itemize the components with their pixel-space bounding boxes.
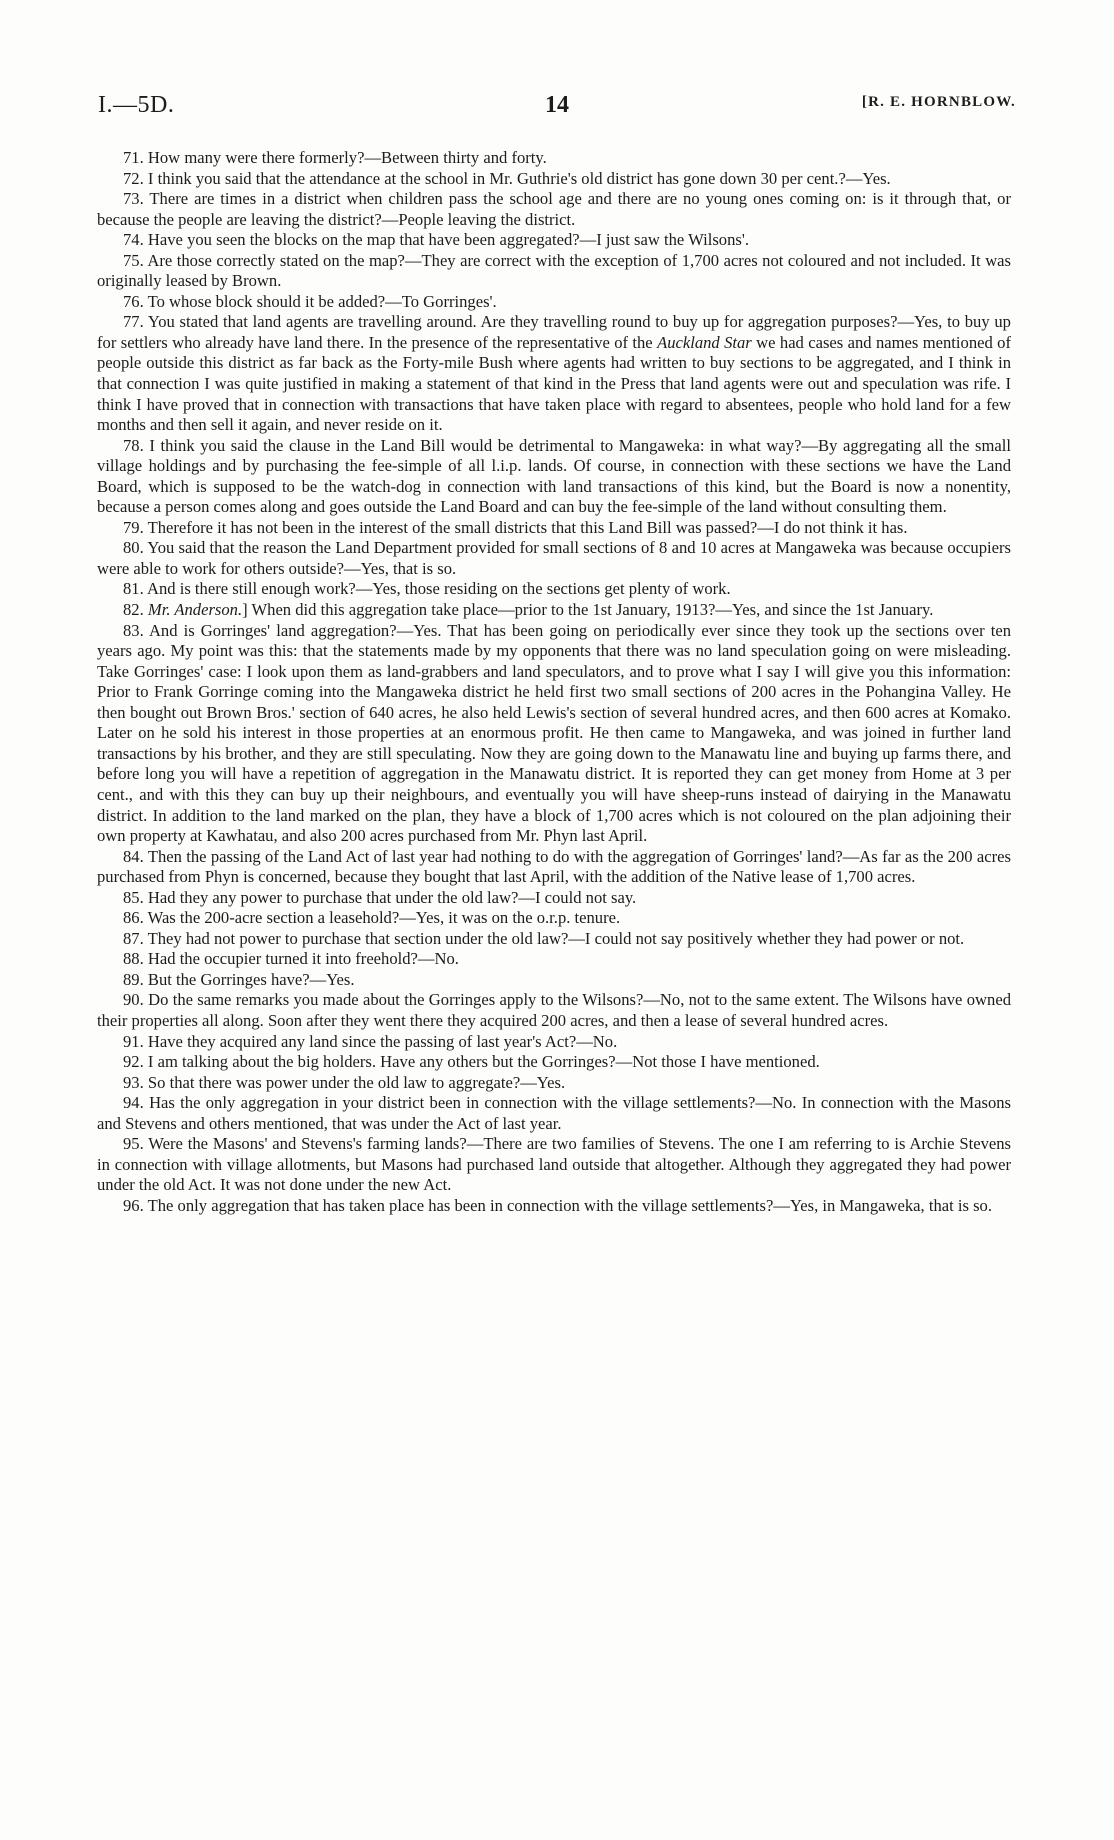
paragraph-76 <box>97 292 1011 313</box>
evidence-text <box>97 148 1011 1216</box>
paragraph-96 <box>97 1196 1011 1217</box>
paragraph-text: ] When did this aggregation take place—prior to the 1st January, 1913?—Yes, and since the 1st January. <box>242 600 934 620</box>
newspaper-name: Auckland Star <box>657 332 752 352</box>
paragraph-number: 86. <box>123 908 144 928</box>
paragraph-75 <box>97 251 1011 292</box>
paragraph-text: Were the Masons' and Stevens's farming lands?—There are two families of Stevens. The one I am referring to is Archie Stevens in connection with village allotments, but Masons had purchased land outside that altogether. Although they aggregated they had power under the old Act. It was not done under the new Act. <box>97 1134 1011 1195</box>
paragraph-text: Had the occupier turned it into freehold?—No. <box>147 949 459 969</box>
paragraph-text: To whose block should it be added?—To Gorringes'. <box>147 291 497 311</box>
paragraph-text: How many were there formerly?—Between thirty and forty. <box>147 148 547 167</box>
paragraph-number: 80. <box>123 538 144 558</box>
paragraph-92 <box>97 1052 1011 1073</box>
paragraph-95 <box>97 1134 1011 1196</box>
paragraph-number: 84. <box>123 846 144 866</box>
paragraph-90 <box>97 990 1011 1031</box>
paragraph-number: 93. <box>123 1072 144 1092</box>
paragraph-text: And is Gorringes' land aggregation?—Yes. That has been going on periodically ever since they took up the sections over ten years ago. My point was this: that the statements made by my opponents that there was no land speculation going on were misleading. Take Gorringes' case: I look upon them as land-grabbers and land speculators, and to prove what I say I will give you this information: Prior to Frank Gorringe coming into the Mangaweka district he held first two small sections of 200 acres in the Pohangina Valley. He then bought out Brown Bros.' section of 640 acres, he also held Lewis's section of several hundred acres, and then 600 acres at Komako. Later on he sold his interest in those properties at an enormous profit. He then came to Mangaweka, and was joined in further land transactions by his brother, and they are still speculating. Now they are going down to the Manawatu line and buying up farms there, and before long you will have a repetition of aggregation in the Manawatu district. It is reported they can get money from Home at 3 per cent., and with this they can buy up their neighbours, and eventually you will have sheep-runs instead of dairying in the Manawatu district. In addition to the land marked on the plan, they have a block of 1,700 acres which is not coloured on the plan adjoining their own property at Kawhatau, and also 200 acres purchased from Mr. Phyn last April. <box>97 620 1011 846</box>
paragraph-86 <box>97 908 1011 929</box>
paragraph-text: Then the passing of the Land Act of last year had nothing to do with the aggregation of Gorringes' land?—As far as the 200 acres purchased from Phyn is concerned, because they bought that last April, with the addition of the Native lease of 1,700 acres. <box>97 846 1011 887</box>
paragraph-text: Was the 200-acre section a leasehold?—Yes, it was on the o.r.p. tenure. <box>147 908 621 928</box>
paragraph-82 <box>97 600 1011 621</box>
paragraph-84 <box>97 847 1011 888</box>
paragraph-94 <box>97 1093 1011 1134</box>
paragraph-text: Had they any power to purchase that under the old law?—I could not say. <box>147 887 637 907</box>
paragraph-number: 81. <box>123 579 144 599</box>
paragraph-number: 87. <box>123 928 144 948</box>
paragraph-91 <box>97 1032 1011 1053</box>
paragraph-number: 82. <box>123 600 144 620</box>
paragraph-77 <box>97 312 1011 435</box>
witness-name: [R. E. HORNBLOW. <box>861 94 1016 110</box>
paragraph-72 <box>97 169 1011 190</box>
paragraph-number: 89. <box>123 969 144 989</box>
paragraph-text: Has the only aggregation in your district been in connection with the village settlements?—No. In connection with the Masons and Stevens and others mentioned, that was under the Act of last year. <box>97 1093 1011 1133</box>
paragraph-number: 88. <box>123 949 144 969</box>
paragraph-text: Do the same remarks you made about the Gorringes apply to the Wilsons?—No, not to the same extent. The Wilsons have owned their properties all along. Soon after they went there they acquired 200 acres, and then a lease of several hundred acres. <box>97 990 1011 1030</box>
paragraph-number: 73. <box>123 189 144 209</box>
paragraph-number: 78. <box>123 435 144 455</box>
paragraph-88 <box>97 949 1011 970</box>
page-number: 14 <box>545 92 569 118</box>
paragraph-93 <box>97 1073 1011 1094</box>
paragraph-number: 90. <box>123 990 144 1010</box>
paragraph-85 <box>97 888 1011 909</box>
paragraph-text: I think you said the clause in the Land Bill would be detrimental to Mangaweka: in what way?—By aggregating all the small village holdings and by purchasing the fee-simple of all l.i.p. lands. Of course, in connection with these sections we have the Land Board, which is supposed to be the watch-dog in connection with land transactions of this kind, but the Board is now a nonentity, because a person comes along and goes outside the Land Board and can buy the fee-simple of the land without consulting them. <box>97 435 1011 517</box>
paragraph-text: The only aggregation that has taken place has been in connection with the village settlements?—Yes, in Mangaweka, that is so. <box>147 1195 992 1215</box>
paragraph-number: 79. <box>123 517 144 537</box>
paragraph-83 <box>97 621 1011 847</box>
paragraph-text: You said that the reason the Land Department provided for small sections of 8 and 10 acres at Mangaweka was because occupiers were able to work for others outside?—Yes, that is so. <box>97 538 1011 578</box>
paragraph-80 <box>97 538 1011 579</box>
paragraph-74 <box>97 230 1011 251</box>
paragraph-text: You stated that land agents are travelling around. Are they travelling round to buy up for aggregation purposes?—Yes, to buy up for settlers who already have land there. In the presence of the representative of the <box>97 312 1011 352</box>
paragraph-78 <box>97 436 1011 518</box>
paragraph-text: Therefore it has not been in the interest of the small districts that this Land Bill was passed?—I do not think it has. <box>147 517 908 537</box>
paragraph-number: 94. <box>123 1093 144 1113</box>
document-reference: I.—5D. <box>98 92 175 118</box>
paragraph-79 <box>97 518 1011 539</box>
paragraph-number: 83. <box>123 620 144 640</box>
questioner-name: Mr. Anderson. <box>147 600 243 620</box>
paragraph-89 <box>97 970 1011 991</box>
paragraph-81 <box>97 579 1011 600</box>
paragraph-text: Are those correctly stated on the map?—They are correct with the exception of 1,700 acres not coloured and not included. It was originally leased by Brown. <box>97 250 1012 291</box>
paragraph-number: 96. <box>123 1195 144 1215</box>
paragraph-text: I think you said that the attendance at the school in Mr. Guthrie's old district has gone down 30 per cent.?—Yes. <box>147 168 891 188</box>
paragraph-text-continued: we had cases and names mentioned of people outside this district as far back as the Forty-mile Bush where agents had written to buy sections to be aggregated, and I think in that connection I was quite justified in making a statement of that kind in the Press that land agents were out and speculation was rife. I think I have proved that in connection with transactions that have taken place with regard to absentees, people who hold land for a few months and then sell it again, and never reside on it. <box>97 332 1011 435</box>
paragraph-number: 95. <box>123 1134 144 1154</box>
paragraph-71 <box>97 148 1011 169</box>
paragraph-text: And is there still enough work?—Yes, those residing on the sections get plenty of work. <box>146 579 731 599</box>
paragraph-number: 85. <box>123 887 144 907</box>
paragraph-text: Have they acquired any land since the passing of last year's Act?—No. <box>147 1031 618 1051</box>
paragraph-number: 72. <box>123 168 144 188</box>
paragraph-number: 75. <box>123 250 144 270</box>
paragraph-text: Have you seen the blocks on the map that have been aggregated?—I just saw the Wilsons'. <box>147 230 749 250</box>
page-header <box>98 92 1016 122</box>
paragraph-73 <box>97 189 1011 230</box>
paragraph-text: But the Gorringes have?—Yes. <box>147 969 355 989</box>
paragraph-text: I am talking about the big holders. Have any others but the Gorringes?—Not those I have mentioned. <box>147 1052 820 1072</box>
paragraph-87 <box>97 929 1011 950</box>
paragraph-text: There are times in a district when children pass the school age and there are no young ones coming on: is it through that, or because the people are leaving the district?—People leaving the district. <box>97 189 1011 229</box>
paragraph-number: 74. <box>123 230 144 250</box>
paragraph-text: They had not power to purchase that section under the old law?—I could not say positively whether they had power or not. <box>147 928 965 948</box>
paragraph-number: 91. <box>123 1031 144 1051</box>
paragraph-number: 71. <box>123 148 144 167</box>
paragraph-number: 77. <box>123 312 144 332</box>
paragraph-number: 92. <box>123 1052 144 1072</box>
paragraph-text: So that there was power under the old law to aggregate?—Yes. <box>147 1072 566 1092</box>
paragraph-number: 76. <box>123 291 144 311</box>
